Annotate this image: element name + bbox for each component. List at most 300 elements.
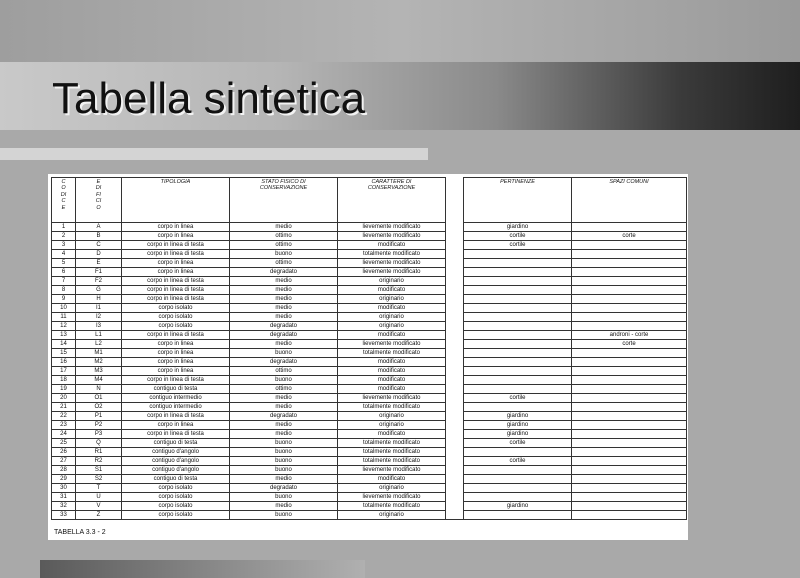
cell-carattere: originario [338,421,446,430]
cell-stato-fisico: medio [230,394,338,403]
cell-spazi-comuni [572,385,687,394]
table-row [52,286,687,295]
cell-edificio: G [76,286,122,295]
cell-stato-fisico: ottimo [230,232,338,241]
cell-spazi-comuni: androni - corte [572,331,687,340]
column-gap [446,286,464,295]
top-band [0,0,800,62]
cell-edificio: Q [76,439,122,448]
column-gap [446,277,464,286]
cell-spazi-comuni [572,223,687,232]
cell-numero: 11 [52,313,76,322]
cell-numero: 2 [52,232,76,241]
cell-numero: 19 [52,385,76,394]
cell-carattere: lievemente modificato [338,340,446,349]
cell-edificio: E [76,259,122,268]
cell-spazi-comuni [572,358,687,367]
column-gap [446,403,464,412]
table-row [52,484,687,493]
table-row [52,511,687,520]
cell-carattere: originario [338,295,446,304]
column-gap [446,457,464,466]
column-gap [446,259,464,268]
cell-stato-fisico: medio [230,340,338,349]
table-row [52,241,687,250]
table-row [52,367,687,376]
cell-numero: 7 [52,277,76,286]
cell-spazi-comuni [572,430,687,439]
table-row [52,250,687,259]
table-caption: TABELLA 3.3 - 2 [54,529,106,536]
cell-pertinenze [464,385,572,394]
cell-spazi-comuni [572,259,687,268]
column-gap [446,340,464,349]
cell-tipologia: corpo in linea di testa [122,376,230,385]
cell-numero: 26 [52,448,76,457]
cell-spazi-comuni [572,448,687,457]
cell-pertinenze [464,376,572,385]
table-row [52,331,687,340]
cell-carattere: modificato [338,241,446,250]
cell-spazi-comuni [572,484,687,493]
cell-pertinenze: cortile [464,457,572,466]
cell-numero: 25 [52,439,76,448]
cell-carattere: originario [338,511,446,520]
column-gap [446,439,464,448]
table-row [52,313,687,322]
column-gap [446,376,464,385]
cell-edificio: V [76,502,122,511]
table-row [52,376,687,385]
column-gap [446,502,464,511]
cell-pertinenze: giardino [464,223,572,232]
cell-edificio: F2 [76,277,122,286]
header-carattere: CARATTERE DI CONSERVAZIONE [338,178,446,223]
table-row [52,448,687,457]
cell-pertinenze: giardino [464,412,572,421]
cell-tipologia: corpo in linea di testa [122,430,230,439]
cell-numero: 13 [52,331,76,340]
cell-spazi-comuni [572,493,687,502]
cell-tipologia: corpo in linea di testa [122,277,230,286]
cell-spazi-comuni [572,457,687,466]
cell-tipologia: contiguo d'angolo [122,448,230,457]
table-row [52,430,687,439]
table-row [52,466,687,475]
column-gap [446,430,464,439]
table-row [52,349,687,358]
cell-spazi-comuni [572,304,687,313]
cell-pertinenze: cortile [464,241,572,250]
cell-numero: 23 [52,421,76,430]
cell-numero: 30 [52,484,76,493]
cell-spazi-comuni [572,241,687,250]
cell-edificio: L2 [76,340,122,349]
column-gap [446,250,464,259]
column-gap [446,367,464,376]
cell-numero: 17 [52,367,76,376]
cell-stato-fisico: degradato [230,484,338,493]
table-row [52,259,687,268]
cell-tipologia: corpo in linea di testa [122,286,230,295]
cell-tipologia: contiguo di testa [122,475,230,484]
cell-numero: 15 [52,349,76,358]
cell-numero: 28 [52,466,76,475]
cell-tipologia: corpo isolato [122,484,230,493]
cell-numero: 32 [52,502,76,511]
cell-spazi-comuni [572,322,687,331]
cell-pertinenze [464,268,572,277]
cell-tipologia: corpo in linea [122,421,230,430]
column-gap [446,304,464,313]
column-gap [446,295,464,304]
table-row [52,223,687,232]
cell-stato-fisico: buono [230,493,338,502]
cell-spazi-comuni [572,412,687,421]
cell-tipologia: corpo in linea [122,349,230,358]
cell-stato-fisico: degradato [230,412,338,421]
cell-tipologia: corpo in linea [122,259,230,268]
cell-stato-fisico: medio [230,313,338,322]
table-row [52,502,687,511]
cell-edificio: P1 [76,412,122,421]
cell-stato-fisico: degradato [230,322,338,331]
cell-edificio: P2 [76,421,122,430]
cell-carattere: originario [338,484,446,493]
cell-stato-fisico: medio [230,475,338,484]
cell-carattere: originario [338,412,446,421]
cell-stato-fisico: medio [230,295,338,304]
cell-edificio: M4 [76,376,122,385]
cell-spazi-comuni [572,439,687,448]
cell-numero: 24 [52,430,76,439]
cell-spazi-comuni [572,268,687,277]
cell-numero: 5 [52,259,76,268]
cell-stato-fisico: ottimo [230,367,338,376]
column-gap [446,475,464,484]
cell-pertinenze [464,367,572,376]
cell-stato-fisico: buono [230,457,338,466]
table-header-row [52,178,687,223]
cell-spazi-comuni [572,511,687,520]
cell-numero: 9 [52,295,76,304]
cell-pertinenze: cortile [464,232,572,241]
cell-stato-fisico: medio [230,421,338,430]
column-gap [446,511,464,520]
cell-carattere: totalmente modificato [338,448,446,457]
cell-carattere: modificato [338,286,446,295]
cell-stato-fisico: medio [230,502,338,511]
cell-stato-fisico: medio [230,403,338,412]
column-gap [446,331,464,340]
cell-edificio: I2 [76,313,122,322]
cell-spazi-comuni [572,502,687,511]
cell-stato-fisico: degradato [230,358,338,367]
column-gap [446,322,464,331]
column-gap [446,448,464,457]
cell-spazi-comuni [572,295,687,304]
cell-stato-fisico: degradato [230,268,338,277]
cell-spazi-comuni [572,313,687,322]
cell-edificio: F1 [76,268,122,277]
table-row [52,412,687,421]
cell-pertinenze: giardino [464,421,572,430]
cell-edificio: D [76,250,122,259]
cell-pertinenze [464,466,572,475]
cell-spazi-comuni: corte [572,340,687,349]
cell-carattere: lievemente modificato [338,394,446,403]
cell-stato-fisico: buono [230,376,338,385]
cell-stato-fisico: medio [230,286,338,295]
cell-pertinenze [464,358,572,367]
header-tipologia: TIPOLOGIA [122,178,230,223]
cell-numero: 10 [52,304,76,313]
table-row [52,232,687,241]
table-row [52,268,687,277]
cell-numero: 1 [52,223,76,232]
header-codice: C O DI C E [52,178,76,223]
cell-edificio: H [76,295,122,304]
cell-pertinenze [464,448,572,457]
cell-tipologia: contiguo d'angolo [122,457,230,466]
cell-spazi-comuni [572,376,687,385]
title-rule [0,148,428,160]
cell-edificio: M1 [76,349,122,358]
cell-pertinenze [464,403,572,412]
cell-spazi-comuni [572,277,687,286]
table-row [52,475,687,484]
cell-edificio: Z [76,511,122,520]
cell-stato-fisico: buono [230,439,338,448]
cell-spazi-comuni [572,466,687,475]
cell-tipologia: corpo in linea [122,340,230,349]
cell-carattere: lievemente modificato [338,466,446,475]
cell-carattere: originario [338,277,446,286]
cell-carattere: lievemente modificato [338,268,446,277]
cell-spazi-comuni [572,394,687,403]
cell-carattere: lievemente modificato [338,259,446,268]
cell-edificio: O2 [76,403,122,412]
cell-numero: 12 [52,322,76,331]
cell-stato-fisico: medio [230,277,338,286]
table-row [52,421,687,430]
table-row [52,295,687,304]
cell-carattere: originario [338,313,446,322]
cell-pertinenze [464,511,572,520]
cell-spazi-comuni [572,349,687,358]
table-row [52,493,687,502]
cell-spazi-comuni [572,421,687,430]
cell-carattere: lievemente modificato [338,223,446,232]
column-gap [446,358,464,367]
cell-tipologia: contiguo di testa [122,439,230,448]
cell-pertinenze [464,493,572,502]
cell-numero: 18 [52,376,76,385]
cell-spazi-comuni: corte [572,232,687,241]
cell-edificio: O1 [76,394,122,403]
cell-spazi-comuni [572,250,687,259]
cell-pertinenze [464,286,572,295]
cell-pertinenze [464,295,572,304]
cell-pertinenze [464,322,572,331]
table-row [52,439,687,448]
header-stato-fisico: STATO FISICO DI CONSERVAZIONE [230,178,338,223]
cell-pertinenze [464,259,572,268]
table-row [52,322,687,331]
column-gap [446,493,464,502]
table-row [52,403,687,412]
cell-carattere: totalmente modificato [338,502,446,511]
table-row [52,394,687,403]
cell-tipologia: corpo in linea di testa [122,241,230,250]
cell-pertinenze [464,475,572,484]
bottom-bar [40,560,365,578]
summary-table [51,177,687,520]
table-row [52,358,687,367]
column-gap [446,313,464,322]
cell-edificio: I1 [76,304,122,313]
header-pertinenze: PERTINENZE [464,178,572,223]
cell-tipologia: contiguo di testa [122,385,230,394]
cell-stato-fisico: buono [230,349,338,358]
cell-carattere: totalmente modificato [338,439,446,448]
cell-stato-fisico: ottimo [230,385,338,394]
cell-carattere: originario [338,322,446,331]
cell-carattere: modificato [338,367,446,376]
cell-stato-fisico: buono [230,511,338,520]
cell-carattere: totalmente modificato [338,250,446,259]
cell-tipologia: corpo in linea di testa [122,331,230,340]
cell-numero: 4 [52,250,76,259]
table-row [52,385,687,394]
cell-tipologia: corpo isolato [122,493,230,502]
cell-tipologia: corpo isolato [122,322,230,331]
table-image [48,174,688,540]
cell-tipologia: corpo in linea di testa [122,250,230,259]
table-body [52,223,687,520]
cell-edificio: I3 [76,322,122,331]
cell-numero: 6 [52,268,76,277]
cell-numero: 16 [52,358,76,367]
column-gap [446,484,464,493]
cell-stato-fisico: buono [230,466,338,475]
cell-edificio: C [76,241,122,250]
cell-tipologia: corpo in linea [122,268,230,277]
cell-carattere: modificato [338,304,446,313]
cell-carattere: modificato [338,430,446,439]
cell-spazi-comuni [572,367,687,376]
cell-pertinenze [464,250,572,259]
cell-numero: 33 [52,511,76,520]
cell-pertinenze [464,484,572,493]
cell-carattere: modificato [338,385,446,394]
cell-edificio: M2 [76,358,122,367]
cell-edificio: S1 [76,466,122,475]
cell-edificio: P3 [76,430,122,439]
table-row [52,277,687,286]
cell-carattere: totalmente modificato [338,457,446,466]
column-gap [446,394,464,403]
cell-tipologia: contiguo intermedio [122,403,230,412]
cell-carattere: modificato [338,376,446,385]
cell-tipologia: corpo in linea di testa [122,295,230,304]
cell-carattere: modificato [338,358,446,367]
cell-carattere: modificato [338,475,446,484]
cell-edificio: M3 [76,367,122,376]
cell-edificio: B [76,232,122,241]
column-gap [446,178,464,223]
cell-pertinenze [464,304,572,313]
cell-spazi-comuni [572,286,687,295]
cell-numero: 27 [52,457,76,466]
cell-tipologia: contiguo intermedio [122,394,230,403]
column-gap [446,421,464,430]
cell-tipologia: corpo isolato [122,313,230,322]
column-gap [446,232,464,241]
cell-edificio: U [76,493,122,502]
cell-edificio: T [76,484,122,493]
cell-pertinenze [464,331,572,340]
cell-pertinenze [464,313,572,322]
cell-stato-fisico: medio [230,430,338,439]
cell-stato-fisico: buono [230,448,338,457]
cell-carattere: totalmente modificato [338,403,446,412]
cell-tipologia: corpo in linea [122,232,230,241]
cell-stato-fisico: ottimo [230,259,338,268]
cell-pertinenze [464,340,572,349]
cell-tipologia: corpo in linea [122,367,230,376]
header-edificio: E DI FI CI O [76,178,122,223]
column-gap [446,349,464,358]
cell-stato-fisico: degradato [230,331,338,340]
cell-stato-fisico: buono [230,250,338,259]
slide-title: Tabella sintetica [52,74,366,123]
cell-carattere: modificato [338,331,446,340]
table-row [52,304,687,313]
table-row [52,457,687,466]
cell-pertinenze: giardino [464,430,572,439]
cell-pertinenze [464,277,572,286]
cell-carattere: lievemente modificato [338,493,446,502]
cell-edificio: S2 [76,475,122,484]
cell-tipologia: contiguo d'angolo [122,466,230,475]
cell-tipologia: corpo isolato [122,511,230,520]
cell-numero: 29 [52,475,76,484]
cell-numero: 22 [52,412,76,421]
cell-numero: 14 [52,340,76,349]
cell-stato-fisico: medio [230,223,338,232]
header-spazi-comuni: SPAZI COMUNI [572,178,687,223]
column-gap [446,466,464,475]
cell-tipologia: corpo in linea [122,358,230,367]
cell-pertinenze [464,349,572,358]
cell-pertinenze: cortile [464,394,572,403]
cell-edificio: L1 [76,331,122,340]
cell-tipologia: corpo in linea di testa [122,412,230,421]
cell-carattere: totalmente modificato [338,349,446,358]
cell-edificio: R2 [76,457,122,466]
column-gap [446,412,464,421]
cell-numero: 21 [52,403,76,412]
column-gap [446,385,464,394]
cell-tipologia: corpo in linea [122,223,230,232]
cell-numero: 3 [52,241,76,250]
table-row [52,340,687,349]
cell-numero: 8 [52,286,76,295]
cell-stato-fisico: medio [230,304,338,313]
cell-tipologia: corpo isolato [122,502,230,511]
cell-spazi-comuni [572,403,687,412]
